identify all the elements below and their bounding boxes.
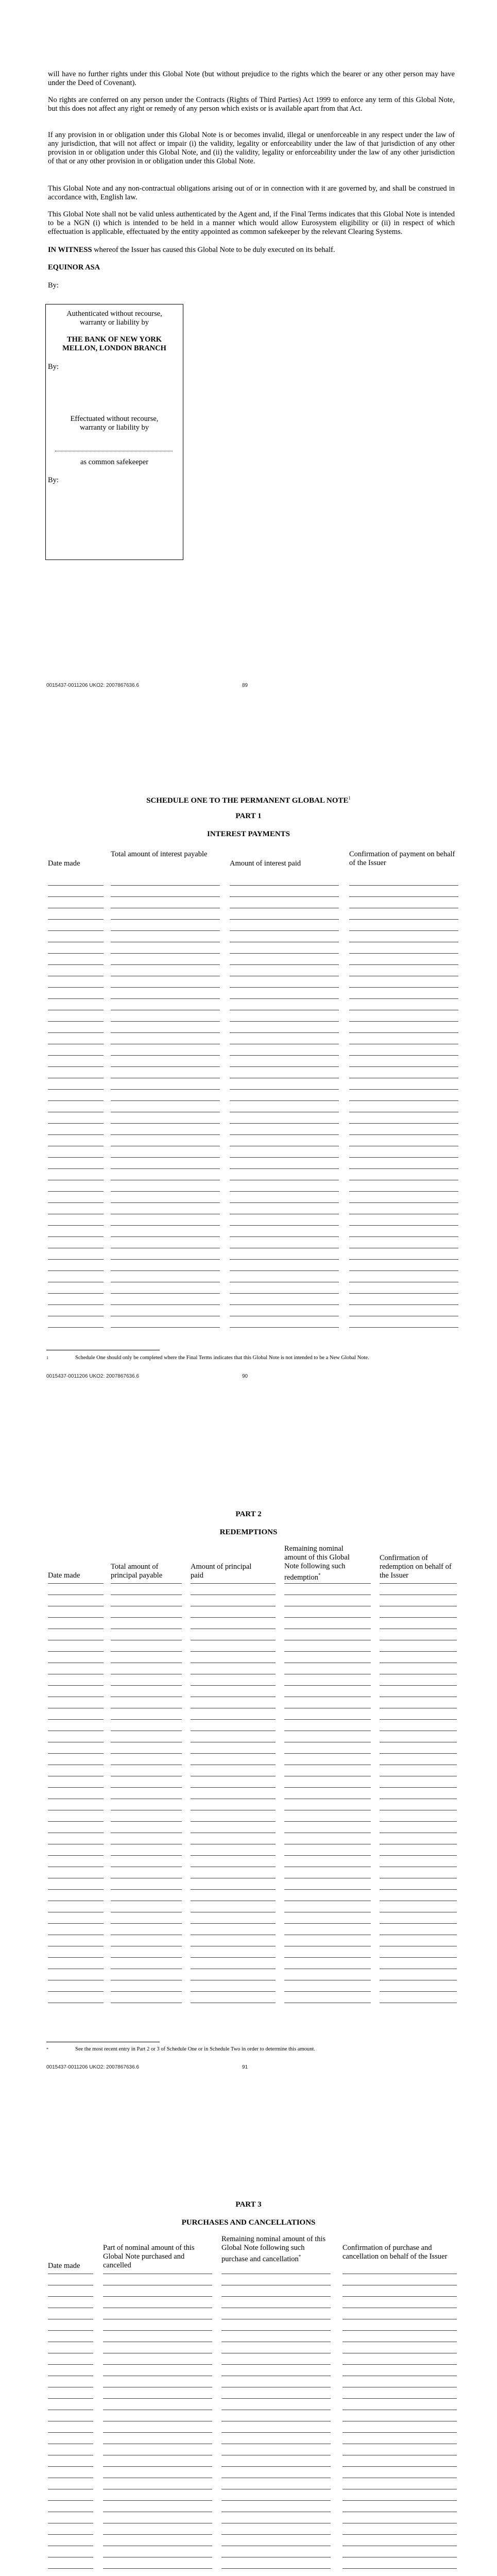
document-reference: 0015437-0011206 UKO2: 2007867636.6 [46,2064,139,2070]
entry-line [111,1651,182,1652]
issuer-signature-by: By: [48,281,59,290]
authentication-box [45,304,183,560]
entry-line [284,1957,371,1958]
entry-line [380,1651,457,1652]
entry-line [111,953,220,954]
entry-line [349,1055,458,1056]
entry-line [380,1923,457,1924]
entry-line [230,1055,339,1056]
entry-line [48,1923,104,1924]
entry-line [191,1923,276,1924]
entry-line [230,953,339,954]
document-reference: 0015437-0011206 UKO2: 2007867636.6 [46,1374,139,1379]
entry-line [48,1191,104,1192]
entry-line [230,1191,339,1192]
entry-line [48,1583,104,1584]
entry-line [111,1225,220,1226]
entry-line [48,1651,104,1652]
entry-line [111,1100,220,1101]
entry-line [103,2534,212,2535]
entry-line [111,987,220,988]
entry-line [48,1270,104,1271]
entry-line [230,1100,339,1101]
paragraph-third-party-rights: No rights are conferred on any person under the Contracts (Rights of Third Parties) Act 1999 to enforce any term of this Global Note, but this does not affect any right or remedy of any person which exists or is available apart from that Act. [48,96,455,113]
entry-line [111,896,220,897]
entry-line [349,1270,458,1271]
entry-line [191,1617,276,1618]
page-number: 90 [242,1374,248,1379]
section-title: PURCHASES AND CANCELLATIONS [181,2218,316,2227]
entry-line [380,1719,457,1720]
entry-line [48,1753,104,1754]
document-reference: 0015437-0011206 UKO2: 2007867636.6 [46,683,139,688]
entry-line [284,1719,371,1720]
entry-line [48,1957,104,1958]
entry-line [349,1191,458,1192]
entry-line [349,1259,458,1260]
column-header-date: Date made [48,859,80,868]
column-header-interest-payable: Total amount of interest payable [111,850,208,858]
entry-line [103,2568,212,2569]
entry-line [221,2466,331,2467]
footnote: * See the most recent entry in Part 2 or 3 of Schedule One or in Schedule Two in order to determine this amount. [46,2046,315,2052]
entry-line [191,1889,276,1890]
section-title: REDEMPTIONS [219,1528,278,1536]
entry-line [48,2466,93,2467]
remaining-footnote-ref: * [318,1572,321,1578]
entry-line [349,964,458,965]
entry-line [191,1991,276,1992]
entry-line [48,1327,104,1328]
entry-line [111,1236,220,1237]
entry-line [349,919,458,920]
entry-line [284,1583,371,1584]
entry-line [111,1787,182,1788]
entry-line [111,1191,220,1192]
entry-line [284,1889,371,1890]
entry-line [48,1055,104,1056]
entry-line [230,1236,339,1237]
section-title: INTEREST PAYMENTS [207,830,290,838]
entry-line [48,1021,104,1022]
paragraph-severability: If any provision in or obligation under this Global Note is or becomes invalid, illegal or unenforceable in any respect under the law of any jurisdiction, that will not affect or impair (i) the validity, legality or enforceability under the law of that jurisdiction of any other provision in or obligation under this Global Note, and (ii) the validity, legality or enforceability under the law of any other jurisdiction of that or any other provision in or obligation under this Global Note. [48,131,455,165]
entry-line [230,919,339,920]
entry-line [111,1617,182,1618]
part-title: PART 3 [235,2200,262,2209]
entry-line [48,2500,93,2501]
entry-line [342,2398,457,2399]
entry-line [230,987,339,988]
entry-line [230,1089,339,1090]
entry-line [380,1991,457,1992]
remaining-footnote-ref: * [298,2254,301,2259]
entry-line [342,2568,457,2569]
authenticated-line-1: Authenticated without recourse, [66,310,162,318]
entry-line [230,1304,339,1305]
entry-line [48,2568,93,2569]
entry-line [111,1259,220,1260]
entry-line [111,1753,182,1754]
entry-line [230,1123,339,1124]
entry-line [230,930,339,931]
entry-line [48,1202,104,1203]
entry-line [349,1327,458,1328]
entry-line [284,1787,371,1788]
entry-line [111,1821,182,1822]
effectuated-line-2: warranty or liability by [79,423,149,432]
entry-line [48,2398,93,2399]
entry-line [111,1327,220,1328]
entry-line [191,1651,276,1652]
entry-line [230,1032,339,1033]
entry-line [111,885,220,886]
entry-line [48,885,104,886]
entry-line [111,1855,182,1856]
entry-line [103,2296,212,2297]
entry-line [230,1293,339,1294]
entry-line [48,1066,104,1067]
entry-line [48,964,104,965]
entry-line [349,1123,458,1124]
entry-line [349,1304,458,1305]
entry-line [230,1157,339,1158]
entry-line [349,1225,458,1226]
entry-line [48,930,104,931]
entry-line [111,1685,182,1686]
entry-line [191,1583,276,1584]
entry-line [349,1157,458,1158]
entry-line [349,1236,458,1237]
entry-line [221,2568,331,2569]
entry-line [191,1685,276,1686]
entry-line [221,2296,331,2297]
entry-line [349,1134,458,1135]
page-number: 91 [242,2064,248,2070]
entry-line [48,1157,104,1158]
entry-line [230,1259,339,1260]
entry-line [342,2432,457,2433]
entry-line [191,1821,276,1822]
entry-line [48,1236,104,1237]
entry-line [48,1304,104,1305]
entry-line [349,930,458,931]
entry-line [48,919,104,920]
column-header-principal-payable: Total amount of principal payable [111,1563,163,1580]
entry-line [284,1923,371,1924]
entry-line [103,2432,212,2433]
entry-line [230,964,339,965]
entry-line [111,1270,220,1271]
entry-line [284,1617,371,1618]
entry-line [342,2466,457,2467]
entry-line [191,1787,276,1788]
page-number: 89 [242,683,248,688]
entry-line [111,1066,220,1067]
entry-line [221,2330,331,2331]
entry-line [230,1134,339,1135]
entry-line [111,1202,220,1203]
entry-line [48,1089,104,1090]
issuer-name: EQUINOR ASA [48,263,100,272]
entry-line [111,1134,220,1135]
entry-line [221,2500,331,2501]
entry-line [349,885,458,886]
entry-line [48,1821,104,1822]
entry-line [230,998,339,999]
in-witness-label: IN WITNESS [48,246,92,254]
entry-line [111,1957,182,1958]
paragraph-governing-law: This Global Note and any non-contractual obligations arising out of or in connection with it are governed by, and shall be construed in accordance with, English law. [48,184,455,201]
entry-line [221,2364,331,2365]
entry-line [380,1957,457,1958]
entry-line [111,1293,220,1294]
entry-line [48,1719,104,1720]
entry-line [380,1685,457,1686]
column-header-remaining-nominal: Remaining nominal amount of this Global Note following such purchase and cancellation* [221,2235,326,2263]
entry-line [48,1134,104,1135]
entry-line [342,2534,457,2535]
entry-line [342,2500,457,2501]
entry-line [284,1685,371,1686]
entry-line [111,1304,220,1305]
column-header-remaining-nominal: Remaining nominal amount of this Global Note following such redemption* [284,1545,350,1582]
entry-line [111,998,220,999]
entry-line [349,1168,458,1169]
entry-line [103,2364,212,2365]
column-header-confirmation: Confirmation of payment on behalf of the Issuer [349,850,455,867]
part-title: PART 2 [235,1510,262,1518]
entry-line [349,1202,458,1203]
bank-name-line-2: MELLON, LONDON BRANCH [62,344,166,352]
part-title: PART 1 [235,812,262,820]
entry-line [111,930,220,931]
entry-line [191,1753,276,1754]
entry-line [111,1991,182,1992]
schedule-title: SCHEDULE ONE TO THE PERMANENT GLOBAL NOTE$^1$ [146,795,351,805]
entry-line [349,896,458,897]
column-header-purchased-cancelled: Part of nominal amount of this Global Note purchased and cancelled [103,2244,195,2269]
entry-line [380,1889,457,1890]
entry-line [342,2364,457,2365]
entry-line [284,1821,371,1822]
entry-line [111,1021,220,1022]
entry-line [48,896,104,897]
entry-line [230,896,339,897]
entry-line [48,2296,93,2297]
entry-line [48,987,104,988]
entry-line [349,998,458,999]
entry-line [230,1021,339,1022]
entry-line [284,1651,371,1652]
entry-line [111,1923,182,1924]
entry-line [48,1259,104,1260]
entry-line [349,953,458,954]
entry-line [111,1889,182,1890]
common-safekeeper-label: as common safekeeper [80,458,149,466]
entry-line [349,1100,458,1101]
entry-line [111,1583,182,1584]
entry-line [48,2364,93,2365]
entry-line [111,1168,220,1169]
entry-line [349,1066,458,1067]
entry-line [48,1855,104,1856]
column-header-interest-paid: Amount of interest paid [230,859,301,868]
column-header-confirmation: Confirmation of redemption on behalf of the Issuer [380,1554,452,1580]
paragraph-no-further-rights: will have no further rights under this Global Note (but without prejudice to the rights which the bearer or any other person may have under the Deed of Covenant). [48,70,455,87]
safekeeper-signature-by: By: [48,476,59,484]
entry-line [191,1719,276,1720]
entry-line [111,1157,220,1158]
entry-line [48,2534,93,2535]
entry-line [191,1855,276,1856]
entry-line [111,964,220,965]
entry-line [342,2296,457,2297]
entry-line [48,1032,104,1033]
entry-line [380,1821,457,1822]
effectuated-line-1: Effectuated without recourse, [70,415,159,423]
entry-line [349,1021,458,1022]
entry-line [48,1100,104,1101]
entry-line [230,1066,339,1067]
entry-line [48,1225,104,1226]
entry-line [284,1855,371,1856]
entry-line [111,1719,182,1720]
bank-name-line-1: THE BANK OF NEW YORK [67,335,162,344]
footnote: 1 Schedule One should only be completed where the Final Terms indicates that this Global Note is not intended to be a New Global Note. [46,1355,369,1361]
entry-line [349,1293,458,1294]
paragraph-in-witness [48,246,455,255]
entry-line [342,2330,457,2331]
entry-line [103,2466,212,2467]
entry-line [48,1889,104,1890]
authenticated-line-2: warranty or liability by [79,318,149,327]
agent-signature-by: By: [48,363,59,371]
entry-line [48,1991,104,1992]
entry-line [349,987,458,988]
entry-line [380,1855,457,1856]
entry-line [48,2330,93,2331]
entry-line [230,1270,339,1271]
entry-line [103,2398,212,2399]
entry-line [48,1123,104,1124]
entry-line [380,1787,457,1788]
entry-line [48,1168,104,1169]
entry-line [230,1225,339,1226]
entry-line [111,1123,220,1124]
column-header-principal-paid: Amount of principal paid [191,1563,252,1580]
entry-line [111,1055,220,1056]
in-witness-text: whereof the Issuer has caused this Global Note to be duly executed on its behalf. [92,246,335,254]
paragraph-authentication: This Global Note shall not be valid unless authenticated by the Agent and, if the Final Terms indicates that this Global Note is intended to be a NGN (i) which is intended to be held in a manner which would allow Eurosystem eligibility or (ii) in respect of which effectuation is applicable, effectuated by the entity appointed as common safekeeper by the relevant Clearing Systems. [48,210,455,236]
entry-line [48,998,104,999]
entry-line [111,919,220,920]
entry-line [48,1617,104,1618]
entry-line [230,1327,339,1328]
column-header-date: Date made [48,1571,80,1580]
entry-line [48,953,104,954]
entry-line [48,1787,104,1788]
entry-line [48,1685,104,1686]
entry-line [221,2432,331,2433]
entry-line [111,1032,220,1033]
entry-line [221,2398,331,2399]
schedule-footnote-ref: 1 [348,795,351,801]
entry-line [103,2330,212,2331]
entry-line [349,1089,458,1090]
column-header-confirmation: Confirmation of purchase and cancellation on behalf of the Issuer [342,2244,448,2261]
entry-line [221,2534,331,2535]
entry-line [284,1991,371,1992]
entry-line [103,2500,212,2501]
entry-line [284,1753,371,1754]
entry-line [230,885,339,886]
entry-line [380,1753,457,1754]
entry-line [111,1089,220,1090]
entry-line [230,1168,339,1169]
entry-line [230,1202,339,1203]
entry-line [48,2432,93,2433]
entry-line [349,1032,458,1033]
entry-line [191,1957,276,1958]
column-header-date: Date made [48,2262,80,2270]
entry-line [48,1293,104,1294]
entry-line [380,1583,457,1584]
entry-line [380,1617,457,1618]
